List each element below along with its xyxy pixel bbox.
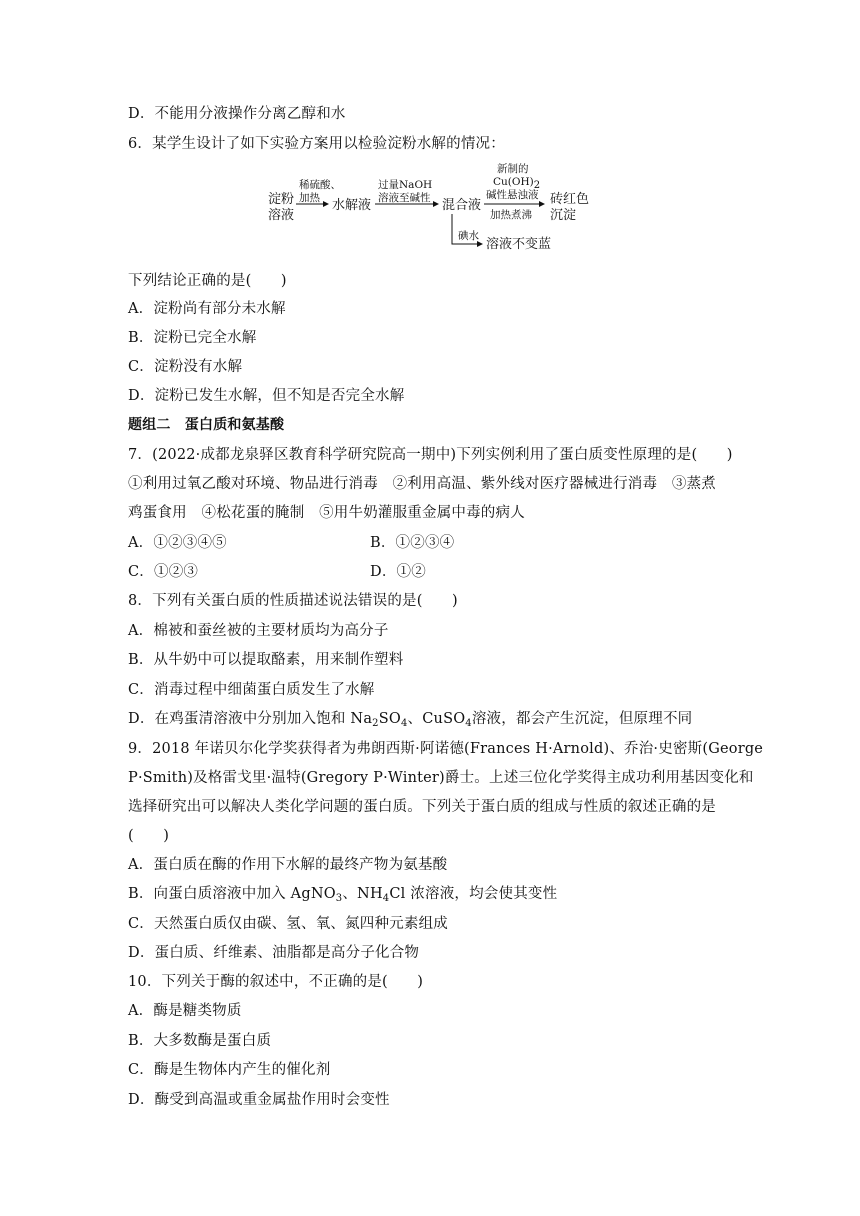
q7-option-c: C．①②③ [128, 564, 199, 580]
q10-option-c: C．酶是生物体内产生的催化剂 [128, 1062, 331, 1078]
q7-stem-line2: ①利用过氧乙酸对环境、物品进行消毒 ②利用高温、紫外线对医疗器械进行消毒 ③蒸煮 [128, 476, 716, 492]
q7-option-a: A．①②③④⑤ [128, 535, 227, 551]
start-label-line2: 溶液 [268, 208, 295, 223]
q8-option-b: B．从牛奶中可以提取酪素，用来制作塑料 [128, 652, 404, 668]
q7-option-d: D．①② [370, 564, 426, 580]
arrow3-label-line3: 碱性悬浊液 [486, 189, 539, 201]
arrow3-label-line1: 新制的 [497, 163, 529, 175]
q7-stem: 7．(2022·成都龙泉驿区教育科学研究院高一期中)下列实例利用了蛋白质变性原理的是( ) [128, 447, 733, 463]
q10-option-a: A．酶是糖类物质 [128, 1003, 242, 1019]
q6-stem: 6．某学生设计了如下实验方案用以检验淀粉水解的情况： [128, 136, 505, 152]
end2-label: 溶液不变蓝 [486, 237, 552, 252]
q8-option-a: A．棉被和蚕丝被的主要材质均为高分子 [128, 623, 389, 639]
node-hydrolysate: 水解液 [332, 198, 372, 213]
q7-options-row2 [128, 562, 728, 582]
arrow3-label-line2: $Cu(OH)_2$ [493, 176, 541, 191]
q6-option-a: A．淀粉尚有部分未水解 [128, 301, 286, 317]
q6-option-d: D．淀粉已发生水解，但不知是否完全水解 [128, 388, 405, 404]
q7-options-row1 [128, 533, 728, 553]
arrow4-label: 碘水 [458, 230, 479, 242]
q9-stem: 9．2018 年诺贝尔化学奖获得者为弗朗西斯·阿诺德(Frances H·Arnold)、乔治·史密斯(George [128, 741, 764, 757]
q9-option-c: C．天然蛋白质仅由碳、氢、氧、氮四种元素组成 [128, 916, 448, 932]
q9-stem-line4: ( ) [128, 828, 170, 844]
q10-option-b: B．大多数酶是蛋白质 [128, 1033, 272, 1049]
starch-hydrolysis-diagram [262, 160, 602, 260]
start-label-line1: 淀粉 [268, 192, 295, 207]
q6-ask: 下列结论正确的是( ) [128, 273, 287, 289]
q10-option-d: D．酶受到高温或重金属盐作用时会变性 [128, 1092, 390, 1108]
q9-stem-line2: P·Smith)及格雷戈里·温特(Gregory P·Winter)爵士。上述三位化学奖得主成功利用基因变化和 [128, 770, 754, 786]
arrow2-label-line2: 溶液至碱性 [378, 192, 431, 204]
arrow1-label-line1: 稀硫酸、 [299, 179, 341, 191]
end1-label-line2: 沉淀 [550, 208, 577, 223]
arrow1-label-line2: 加热 [299, 192, 320, 204]
q5-option-d: D．不能用分液操作分离乙醇和水 [128, 106, 346, 122]
q8-option-d: D．在鸡蛋清溶液中分别加入饱和 $Na_2SO_4$、CuSO$_4$溶液，都会产生沉淀，但原理不同 [128, 711, 693, 729]
q7-option-b: B．①②③④ [370, 535, 455, 551]
q6-option-b: B．淀粉已完全水解 [128, 330, 257, 346]
q9-option-b: B．向蛋白质溶液中加入 AgNO$_3$、$NH_4Cl$ 浓溶液，均会使其变性 [128, 886, 558, 904]
q9-option-a: A．蛋白质在酶的作用下水解的最终产物为氨基酸 [128, 857, 448, 873]
q6-option-c: C．淀粉没有水解 [128, 359, 243, 375]
q9-stem-line3: 选择研究出可以解决人类化学问题的蛋白质。下列关于蛋白质的组成与性质的叙述正确的是 [128, 799, 716, 815]
q8-stem: 8．下列有关蛋白质的性质描述说法错误的是( ) [128, 593, 458, 609]
end1-label-line1: 砖红色 [550, 192, 590, 207]
q7-stem-line3: 鸡蛋食用 ④松花蛋的腌制 ⑤用牛奶灌服重金属中毒的病人 [128, 505, 525, 521]
section-heading: 题组二 蛋白质和氨基酸 [128, 417, 285, 433]
node-mixture: 混合液 [442, 198, 482, 213]
q9-option-d: D．蛋白质、纤维素、油脂都是高分子化合物 [128, 945, 420, 961]
q10-stem: 10．下列关于酶的叙述中，不正确的是( ) [128, 974, 424, 990]
q8-option-c: C．消毒过程中细菌蛋白质发生了水解 [128, 682, 375, 698]
arrow2-label-line1: 过量NaOH [378, 179, 433, 191]
arrow3-label-below: 加热煮沸 [490, 209, 532, 221]
